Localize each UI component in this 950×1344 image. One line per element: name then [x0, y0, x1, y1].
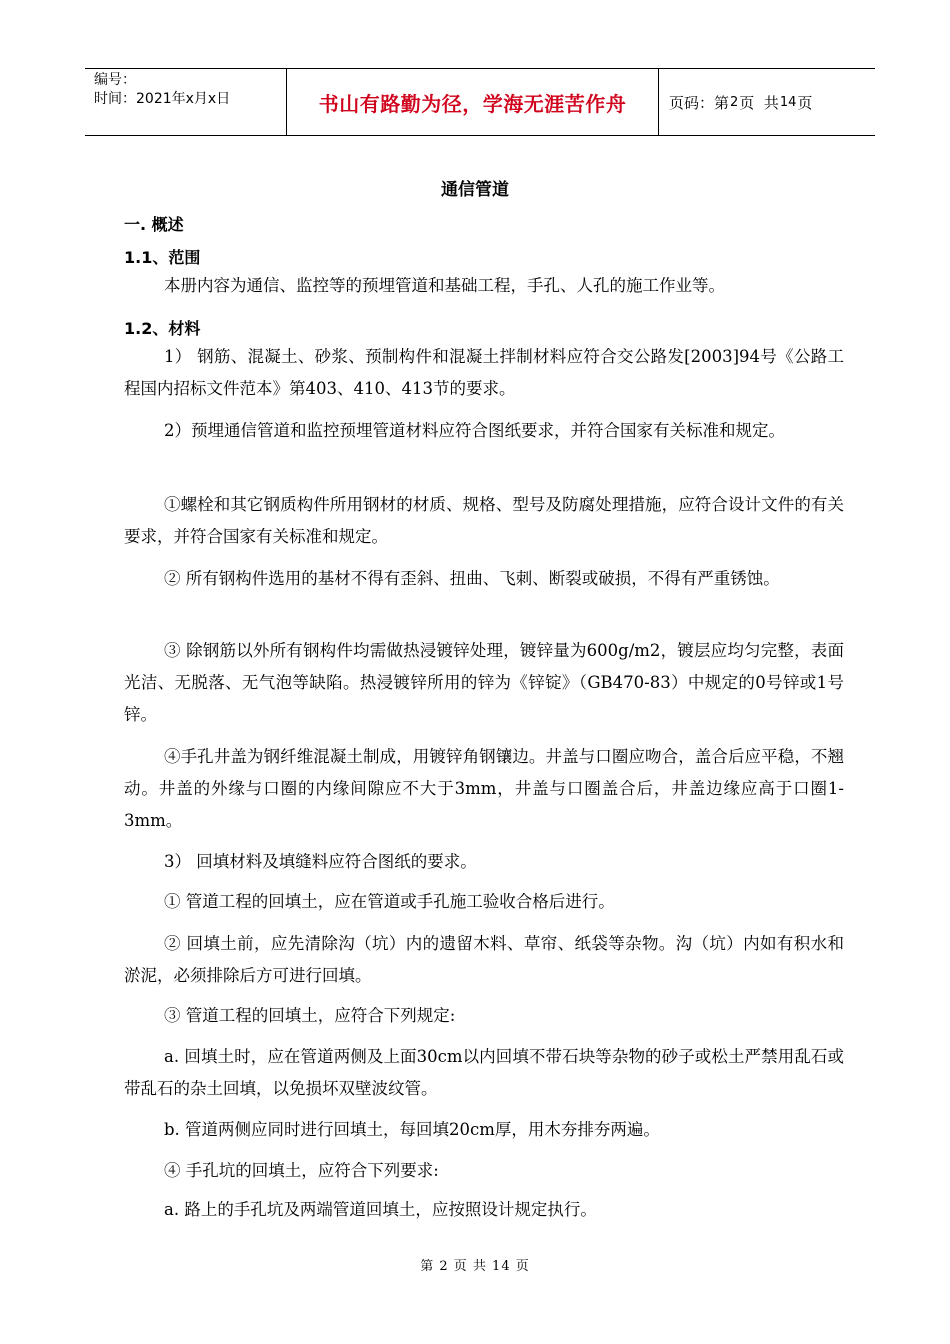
page-suffix: 页 — [797, 93, 813, 112]
paragraph-13: ④ 手孔坑的回填土，应符合下列要求: — [164, 1161, 439, 1180]
page-number: 2 — [730, 94, 739, 110]
number-label: 编号： — [94, 72, 136, 88]
paragraph-12: b. 管道两侧应同时进行回填土，每回填20cm厚，用木夯排夯两遍。 — [164, 1120, 660, 1139]
section-heading-overview: 一. 概述 — [124, 215, 184, 234]
paragraph-6: ④手孔井盖为钢纤维混凝土制成，用镀锌角钢镶边。井盖与口圈应吻合，盖合后应平稳，不翘动。井盖的外缘与口圈的内缘间隙应不大于3mm，井盖与口圈盖合后，井盖边缘应高于口圈1-3mm。 — [124, 747, 844, 830]
paragraph-9: ② 回填土前，应先清除沟（坑）内的遗留木料、草帘、纸袋等杂物。沟（坑）内如有积水和淤泥，必须排除后方可进行回填。 — [124, 934, 844, 985]
motto-text: 书山有路勤为径，学海无涯苦作舟 — [318, 91, 627, 116]
section-heading-materials: 1.2、材料 — [124, 319, 201, 338]
page-total: 14 — [779, 94, 797, 110]
paragraph-10: ③ 管道工程的回填土，应符合下列规定: — [164, 1006, 456, 1025]
paragraph-8: ① 管道工程的回填土，应在管道或手孔施工验收合格后进行。 — [164, 892, 615, 911]
document-title: 通信管道 — [441, 180, 509, 200]
page-footer: 第 2 页 共 14 页 — [420, 1259, 530, 1274]
paragraph-14: a. 路上的手孔坑及两端管道回填土，应按照设计规定执行。 — [164, 1200, 597, 1219]
section-heading-scope: 1.1、范围 — [124, 248, 201, 267]
paragraph-3: ①螺栓和其它钢质构件所用钢材的材质、规格、型号及防腐处理措施，应符合设计文件的有关要求，并符合国家有关标准和规定。 — [124, 495, 844, 546]
document-header — [85, 68, 875, 136]
header-page-info — [659, 69, 875, 135]
time-label: 时间：2021年x月x日 — [94, 91, 231, 107]
paragraph-5: ③ 除钢筋以外所有钢构件均需做热浸镀锌处理，镀锌量为600g/m2，镀层应均匀完整，表面光洁、无脱落、无气泡等缺陷。热浸镀锌所用的锌为《锌锭》（GB470-83）中规定的0号锌或1号锌。 — [124, 641, 844, 724]
paragraph-11: a. 回填土时，应在管道两侧及上面30cm以内回填不带石块等杂物的砂子或松土严禁用乱石或带乱石的杂土回填，以免损坏双壁波纹管。 — [124, 1047, 844, 1098]
paragraph-scope: 本册内容为通信、监控等的预埋管道和基础工程，手孔、人孔的施工作业等。 — [164, 276, 725, 295]
paragraph-1: 1） 钢筋、混凝土、砂浆、预制构件和混凝土拌制材料应符合交公路发[2003]94号《公路工程国内招标文件范本》第403、410、413节的要求。 — [124, 347, 844, 398]
page-prefix: 页码：第 — [669, 93, 730, 112]
paragraph-4: ② 所有钢构件选用的基材不得有歪斜、扭曲、飞刺、断裂或破损，不得有严重锈蚀。 — [164, 569, 780, 588]
paragraph-2: 2）预埋通信管道和监控预埋管道材料应符合图纸要求，并符合国家有关标准和规定。 — [164, 421, 785, 440]
header-motto — [286, 69, 659, 135]
paragraph-7: 3） 回填材料及填缝料应符合图纸的要求。 — [164, 852, 477, 871]
page-mid: 页 共 — [739, 93, 779, 112]
header-meta — [85, 69, 286, 135]
